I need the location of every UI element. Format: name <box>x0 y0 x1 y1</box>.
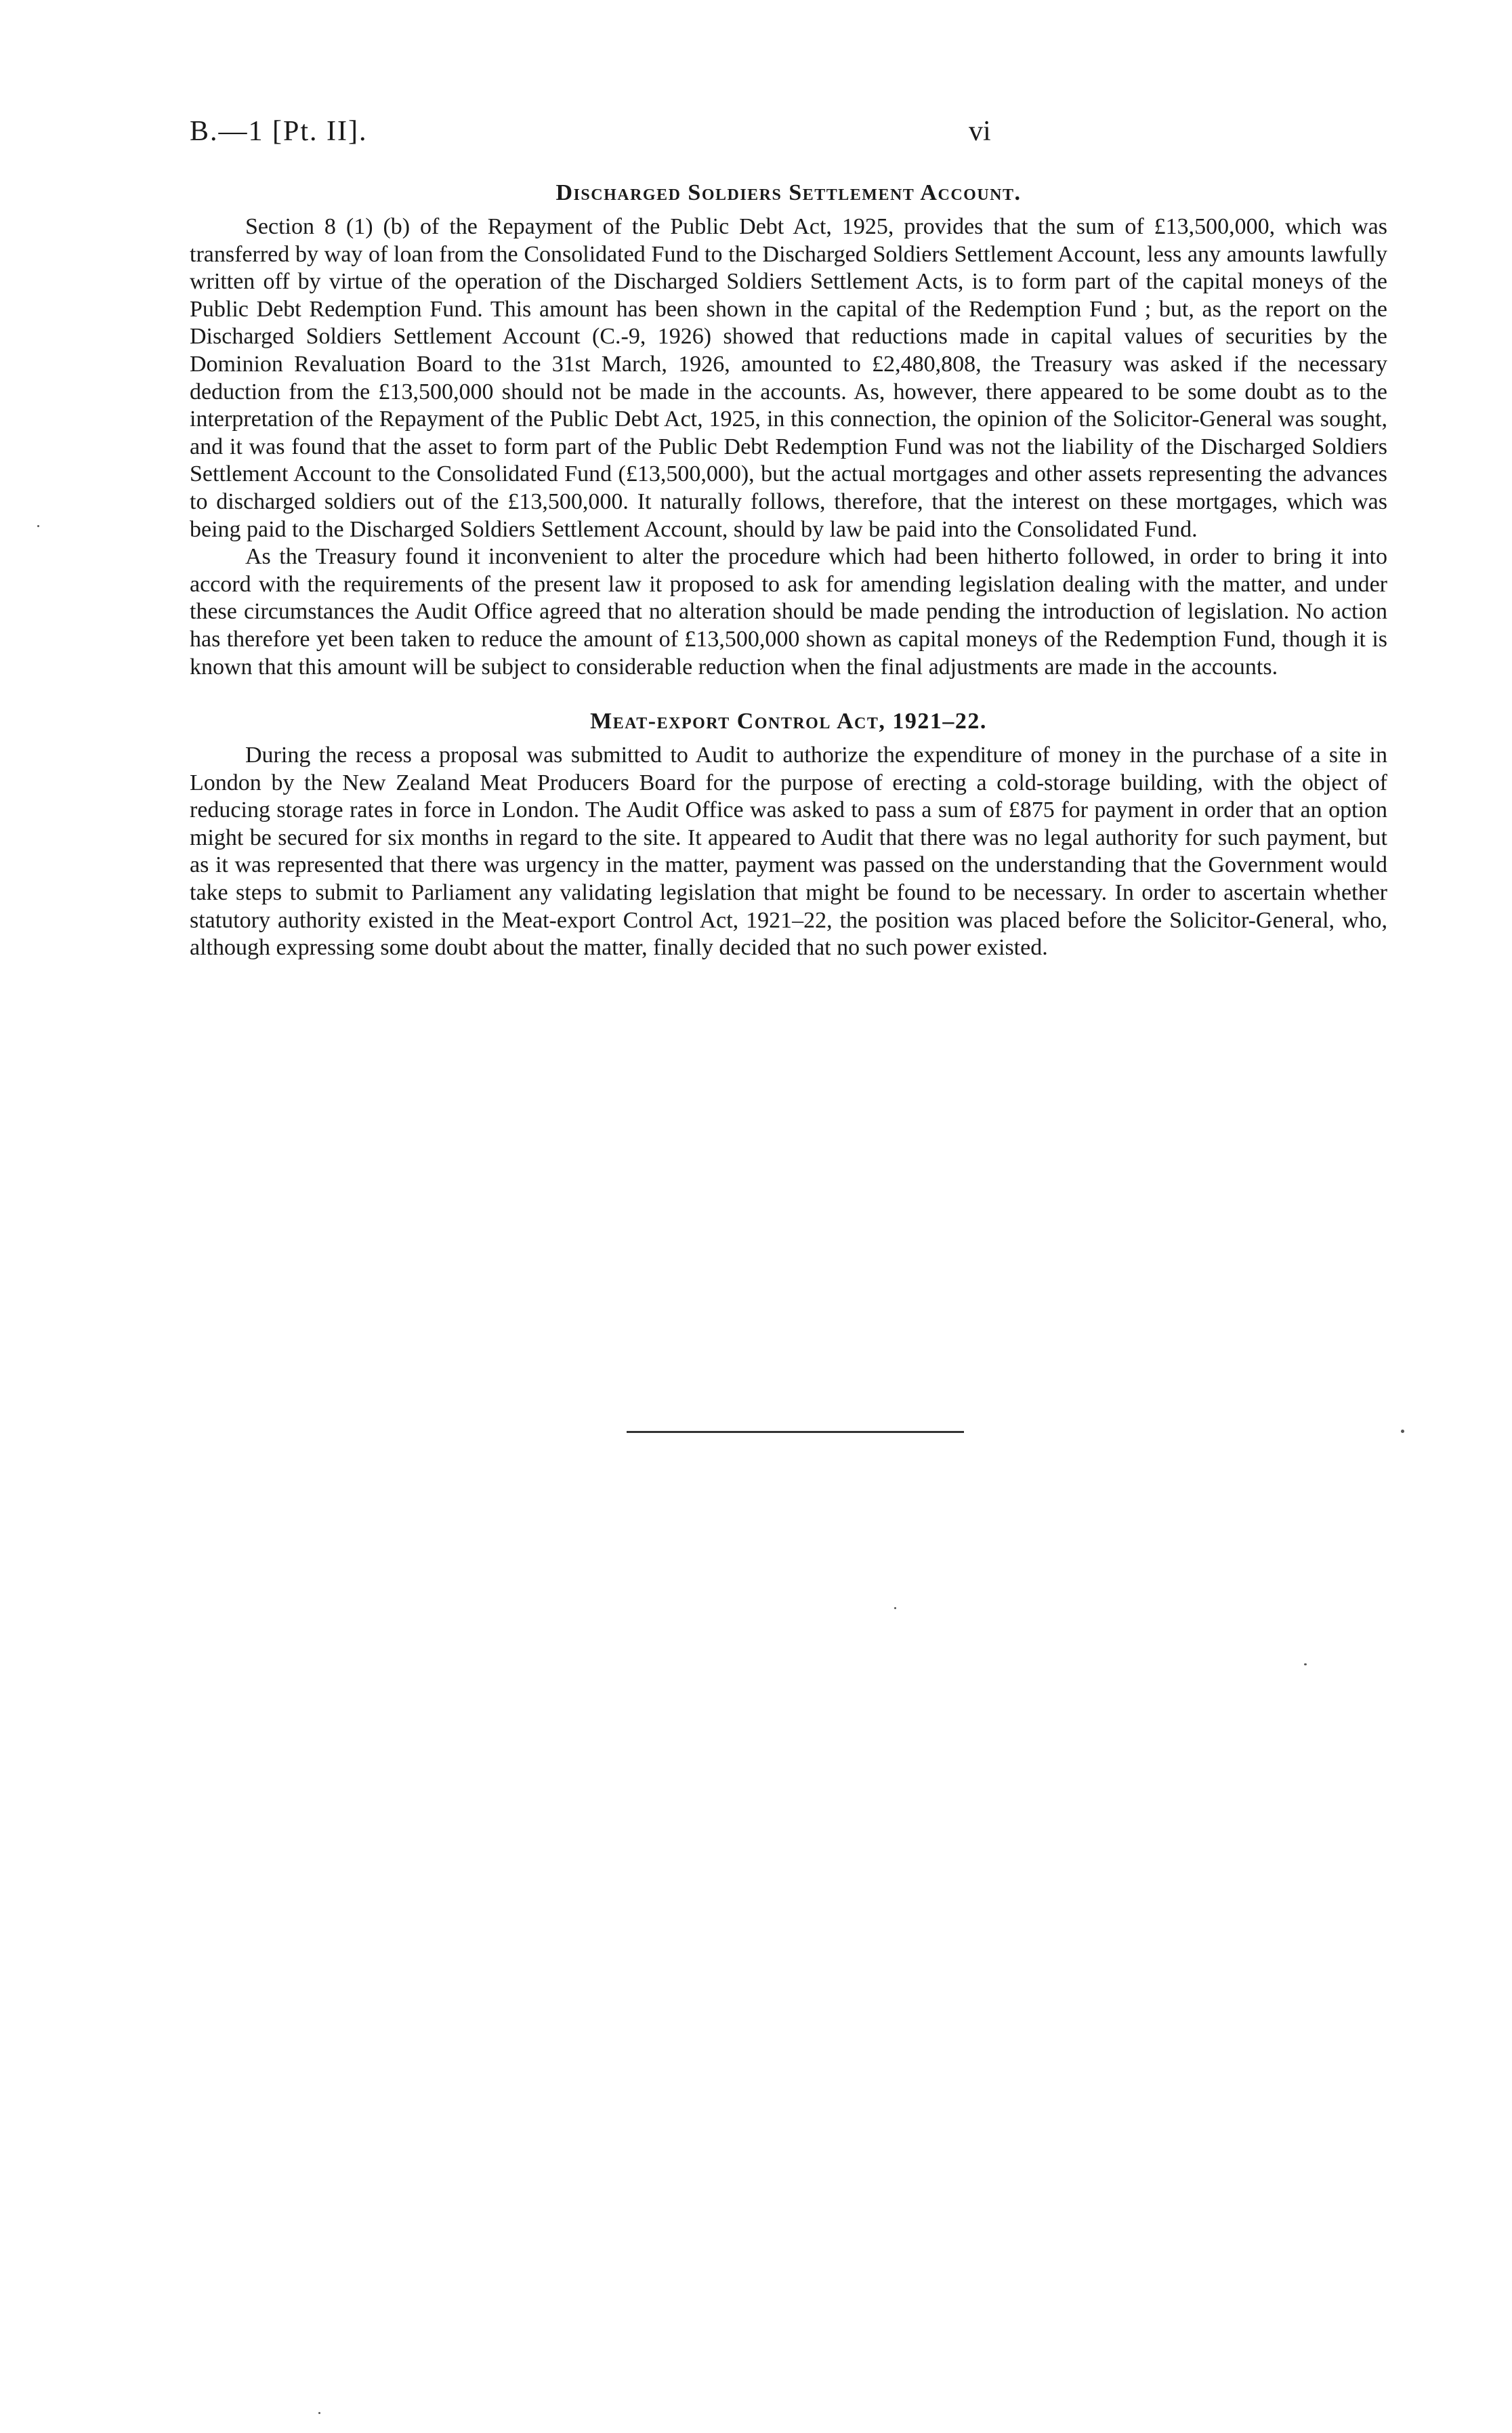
section-discharged-soldiers <box>190 180 1387 681</box>
scan-speck <box>1401 1430 1404 1433</box>
page-number: vi <box>969 116 991 147</box>
section-heading: Meat-export Control Act, 1921–22. <box>590 709 987 734</box>
page-header <box>190 115 1382 163</box>
scan-speck <box>1304 1663 1307 1665</box>
scan-speck <box>894 1607 896 1609</box>
document-reference: B.—1 [Pt. II]. <box>190 116 368 147</box>
section-spacer <box>190 681 1387 708</box>
scan-speck <box>37 525 39 527</box>
paragraph: During the recess a proposal was submitted to Audit to authorize the expenditure of money in the purchase of a site in London by the New Zealand Meat Producers Board for the purpose of erecting a cold-storage building, with the object of reducing storage rates in force in London. The Audit Office was asked to pass a sum of £875 for payment in order that an option might be secured for six months in regard to the site. It appeared to Audit that there was no legal authority for such payment, but as it was represented that there was urgency in the matter, payment was passed on the understanding that the Government would take steps to submit to Parliament any validating legislation that might be found to be necessary. In order to ascertain whether statutory authority existed in the Meat-export Control Act, 1921–22, the position was placed before the Solicitor-General, who, although expressing some doubt about the matter, finally decided that no such power existed. <box>190 743 1387 961</box>
end-rule <box>627 1431 964 1433</box>
paragraph: As the Treasury found it inconvenient to alter the procedure which had been hitherto followed, in order to bring it into accord with the requirements of the present law it proposed to ask for amending legislation dealing with the matter, and under these circumstances the Audit Office agreed that no alteration should be made pending the introduction of legislation. No action has therefore yet been taken to reduce the amount of £13,500,000 shown as capital moneys of the Redemption Fund, though it is known that this amount will be subject to considerable reduction when the final adjustments are made in the accounts. <box>190 544 1387 680</box>
paragraph: Section 8 (1) (b) of the Repayment of the Public Debt Act, 1925, provides that the sum of £13,500,000, which was transferred by way of loan from the Consolidated Fund to the Discharged Soldiers Settlement Account, less any amounts lawfully written off by virtue of the operation of the Discharged Soldiers Settlement Acts, is to form part of the capital moneys of the Public Debt Redemption Fund. This amount has been shown in the capital of the Redemption Fund ; but, as the report on the Discharged Soldiers Settlement Account (C.-9, 1926) showed that reductions made in capital values of securities by the Dominion Revaluation Board to the 31st March, 1926, amounted to £2,480,808, the Treasury was asked if the necessary deduction from the £13,500,000 should not be made in the accounts. As, however, there appeared to be some doubt as to the interpretation of the Repayment of the Public Debt Act, 1925, in this connection, the opinion of the Solicitor-General was sought, and it was found that the asset to form part of the Public Debt Redemption Fund was not the liability of the Discharged Soldiers Settlement Account to the Consolidated Fund (£13,500,000), but the actual mortgages and other assets representing the advances to discharged soldiers out of the £13,500,000. It naturally follows, therefore, that the interest on these mortgages, which was being paid to the Discharged Soldiers Settlement Account, should by law be paid into the Consolidated Fund. <box>190 214 1387 542</box>
section-heading: Discharged Soldiers Settlement Account. <box>555 180 1022 205</box>
body-text <box>190 180 1387 962</box>
section-meat-export <box>190 708 1387 962</box>
scan-speck <box>318 2412 320 2414</box>
